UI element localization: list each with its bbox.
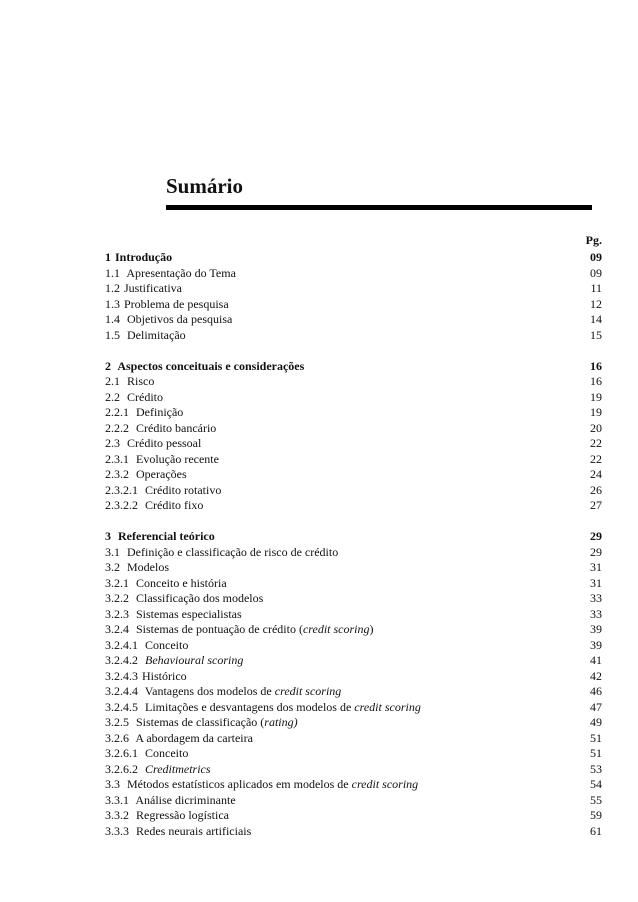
toc-entry-page-number: 42: [590, 668, 602, 683]
toc-entry-page-number: 51: [590, 730, 602, 745]
toc-entry-page-number: 49: [590, 715, 602, 729]
toc-entry-number: 2.1: [105, 374, 120, 388]
toc-entry-page-number: 54: [590, 777, 602, 791]
toc-entry-italic-term: Behavioural scoring: [145, 653, 244, 667]
toc-entry-page-number: 22: [590, 451, 602, 466]
toc-entry-number: 3.3.2: [105, 808, 129, 822]
toc-entry: [105, 777, 602, 793]
toc-entry: [105, 359, 602, 375]
toc-entry-label: Limitações e desvantagens dos modelos de: [142, 699, 355, 714]
toc-entry: [105, 793, 602, 809]
toc-entry-page-number: 41: [590, 653, 602, 667]
toc-entry-number: 3.2.6.2: [105, 761, 138, 776]
toc-entry-number: 3.2.1: [105, 575, 129, 590]
toc-entry-number: 3.3.3: [105, 823, 129, 838]
toc-entry-page-number: 15: [590, 327, 602, 342]
toc-entry: [105, 452, 602, 468]
toc-entry-label: A abordagem da carteira: [133, 730, 253, 745]
toc-entry-number: 3.2.5: [105, 715, 129, 729]
toc-entry-label: Sistemas especialistas: [133, 606, 242, 621]
toc-entry: [105, 746, 602, 762]
toc-entry: [105, 607, 602, 623]
toc-entry-label: Definição: [133, 405, 184, 419]
toc-entry-number: 3.2.2: [105, 591, 129, 605]
toc-entry-number: 3.2.6: [105, 730, 129, 745]
toc-entry: [105, 266, 602, 282]
toc-entry-number: 3.2.4.4: [105, 684, 138, 698]
toc-entry-label: Crédito bancário: [133, 420, 217, 435]
toc-entry-italic-term: credit scoring: [354, 699, 421, 714]
toc-entry-label: Referencial teórico: [115, 529, 215, 543]
toc-entry-label: Evolução recente: [133, 451, 219, 466]
toc-entry-label: Sistemas de classificação (: [133, 715, 265, 729]
toc-entry-label: Problema de pesquisa: [124, 296, 229, 311]
toc-entry-label: Histórico: [142, 668, 187, 683]
toc-entry-number: 1: [105, 250, 111, 264]
toc-entry-italic-term: Creditmetrics: [145, 761, 211, 776]
toc-entry: [105, 762, 602, 778]
toc-entry-page-number: 26: [590, 482, 602, 497]
toc-entry-label: Delimitação: [124, 327, 186, 342]
toc-entry-number: 1.4: [105, 312, 120, 326]
toc-entry-number: 3.2.6.1: [105, 746, 138, 760]
toc-entry-page-number: 16: [590, 374, 602, 388]
toc-entry: [105, 684, 602, 700]
toc-entry-italic-term: credit scoring: [274, 684, 342, 698]
toc-entry-number: 2.2: [105, 389, 120, 404]
toc-entry: [105, 250, 602, 266]
toc-entry: [105, 467, 602, 483]
toc-entry-label: Apresentação do Tema: [124, 265, 236, 280]
toc-entry: [105, 591, 602, 607]
toc-entry: [105, 653, 602, 669]
toc-entry-number: 1.2: [105, 281, 120, 295]
toc-entry-number: 2.3.2.2: [105, 498, 138, 512]
toc-entry: [105, 731, 602, 747]
toc-entry-label: Sistemas de pontuação de crédito (: [133, 622, 303, 636]
toc-entry-page-number: 29: [590, 529, 602, 543]
title-underline: [166, 205, 592, 210]
toc-entry-label: Métodos estatísticos aplicados em modelos de: [124, 777, 352, 791]
toc-entry-page-number: 14: [590, 312, 602, 326]
toc-entry-number: 2: [105, 358, 111, 373]
toc-entry-number: 3.2: [105, 560, 120, 574]
toc-entry: [105, 638, 602, 654]
toc-entry-page-number: 12: [590, 296, 602, 311]
toc-entry-number: 3.2.4.2: [105, 653, 138, 667]
toc-entry: [105, 436, 602, 452]
toc-entry-label: Objetivos da pesquisa: [124, 312, 233, 326]
toc-entry-italic-term: rating): [264, 715, 298, 729]
toc-entry-number: 3.2.3: [105, 606, 129, 621]
toc-entry-label: Crédito rotativo: [142, 482, 222, 497]
toc-entry-page-number: 33: [590, 606, 602, 621]
toc-entry-page-number: 59: [590, 808, 602, 822]
toc-entry: [105, 498, 602, 514]
toc-entry: [105, 700, 602, 716]
toc-entry-number: 3.2.4.1: [105, 637, 138, 652]
toc-entry-label: Aspectos conceituais e considerações: [115, 358, 305, 373]
toc-entry-number: 3: [105, 529, 111, 543]
toc-entry-italic-term: credit scoring: [302, 622, 370, 636]
toc-entry-number: 2.3: [105, 436, 120, 450]
toc-entry: [105, 560, 602, 576]
toc-entry-number: 2.2.2: [105, 420, 129, 435]
toc-entry: [105, 545, 602, 561]
toc-entry: [105, 808, 602, 824]
toc-entry-page-number: 19: [590, 389, 602, 404]
toc-entry-number: 1.1: [105, 265, 120, 280]
toc-entry-page-number: 29: [590, 544, 602, 559]
toc-entry-label: Vantagens dos modelos de: [142, 684, 275, 698]
toc-entry-page-number: 53: [590, 761, 602, 776]
table-of-contents: [105, 250, 602, 839]
toc-entry: [105, 328, 602, 344]
toc-entry-page-number: 33: [590, 591, 602, 605]
toc-entry: [105, 312, 602, 328]
page-title: Sumário: [166, 174, 244, 198]
toc-entry: [105, 421, 602, 437]
toc-entry-number: 2.3.2: [105, 467, 129, 481]
toc-entry-label: Risco: [124, 374, 155, 388]
toc-entry-page-number: 16: [590, 358, 602, 373]
toc-entry-page-number: 19: [590, 405, 602, 419]
toc-entry-label: Conceito e história: [133, 575, 227, 590]
toc-entry: [105, 390, 602, 406]
toc-entry-page-number: 47: [590, 699, 602, 714]
toc-entry-label: Crédito fixo: [142, 498, 204, 512]
toc-entry-label-suffix: ): [369, 622, 374, 636]
toc-entry: [105, 669, 602, 685]
toc-entry-label: Crédito: [124, 389, 163, 404]
toc-entry-page-number: 61: [590, 823, 602, 838]
toc-entry: [105, 715, 602, 731]
toc-entry-number: 1.3: [105, 296, 120, 311]
toc-entry-label: Regressão logística: [133, 808, 229, 822]
toc-entry-number: 1.5: [105, 327, 120, 342]
toc-entry: [105, 281, 602, 297]
toc-entry-number: 3.2.4: [105, 622, 129, 636]
toc-entry-number: 3.2.4.3: [105, 668, 138, 683]
toc-entry-page-number: 51: [590, 746, 602, 760]
toc-entry-page-number: 46: [590, 684, 602, 698]
toc-entry: [105, 622, 602, 638]
toc-entry-label: Introdução: [115, 250, 173, 264]
toc-entry-label: Conceito: [142, 637, 189, 652]
toc-entry-page-number: 31: [590, 560, 602, 574]
toc-entry-label: Crédito pessoal: [124, 436, 202, 450]
toc-entry: [105, 405, 602, 421]
toc-entry: [105, 374, 602, 390]
toc-entry-label: Justificativa: [124, 281, 182, 295]
toc-entry: [105, 483, 602, 499]
toc-entry-number: 2.3.2.1: [105, 482, 138, 497]
toc-entry-page-number: 39: [590, 637, 602, 652]
toc-entry-italic-term: credit scoring: [351, 777, 419, 791]
toc-entry: [105, 529, 602, 545]
toc-entry: [105, 576, 602, 592]
toc-entry-page-number: 55: [590, 792, 602, 807]
toc-entry-label: Definição e classificação de risco de crédito: [124, 544, 339, 559]
toc-entry-number: 3.3: [105, 777, 120, 791]
toc-entry-label: Análise dicriminante: [133, 792, 236, 807]
toc-entry-number: 3.1: [105, 544, 120, 559]
toc-entry-page-number: 09: [590, 265, 602, 280]
page-column-header: Pg.: [585, 233, 602, 247]
toc-entry-page-number: 31: [590, 575, 602, 590]
toc-entry-number: 2.2.1: [105, 405, 129, 419]
toc-entry-page-number: 09: [590, 250, 602, 264]
toc-entry-page-number: 11: [590, 281, 602, 295]
toc-entry-page-number: 39: [590, 622, 602, 636]
toc-entry: [105, 297, 602, 313]
toc-entry-page-number: 20: [590, 420, 602, 435]
toc-entry-number: 2.3.1: [105, 451, 129, 466]
toc-entry-page-number: 22: [590, 436, 602, 450]
toc-entry-label: Classificação dos modelos: [133, 591, 264, 605]
toc-entry-label: Redes neurais artificiais: [133, 823, 252, 838]
toc-entry-page-number: 24: [590, 467, 602, 481]
toc-entry: [105, 824, 602, 840]
toc-entry-label: Modelos: [124, 560, 169, 574]
toc-entry-number: 3.2.4.5: [105, 699, 138, 714]
toc-entry-number: 3.3.1: [105, 792, 129, 807]
toc-entry-label: Conceito: [142, 746, 189, 760]
toc-entry-label: Operações: [133, 467, 187, 481]
toc-entry-page-number: 27: [590, 498, 602, 512]
